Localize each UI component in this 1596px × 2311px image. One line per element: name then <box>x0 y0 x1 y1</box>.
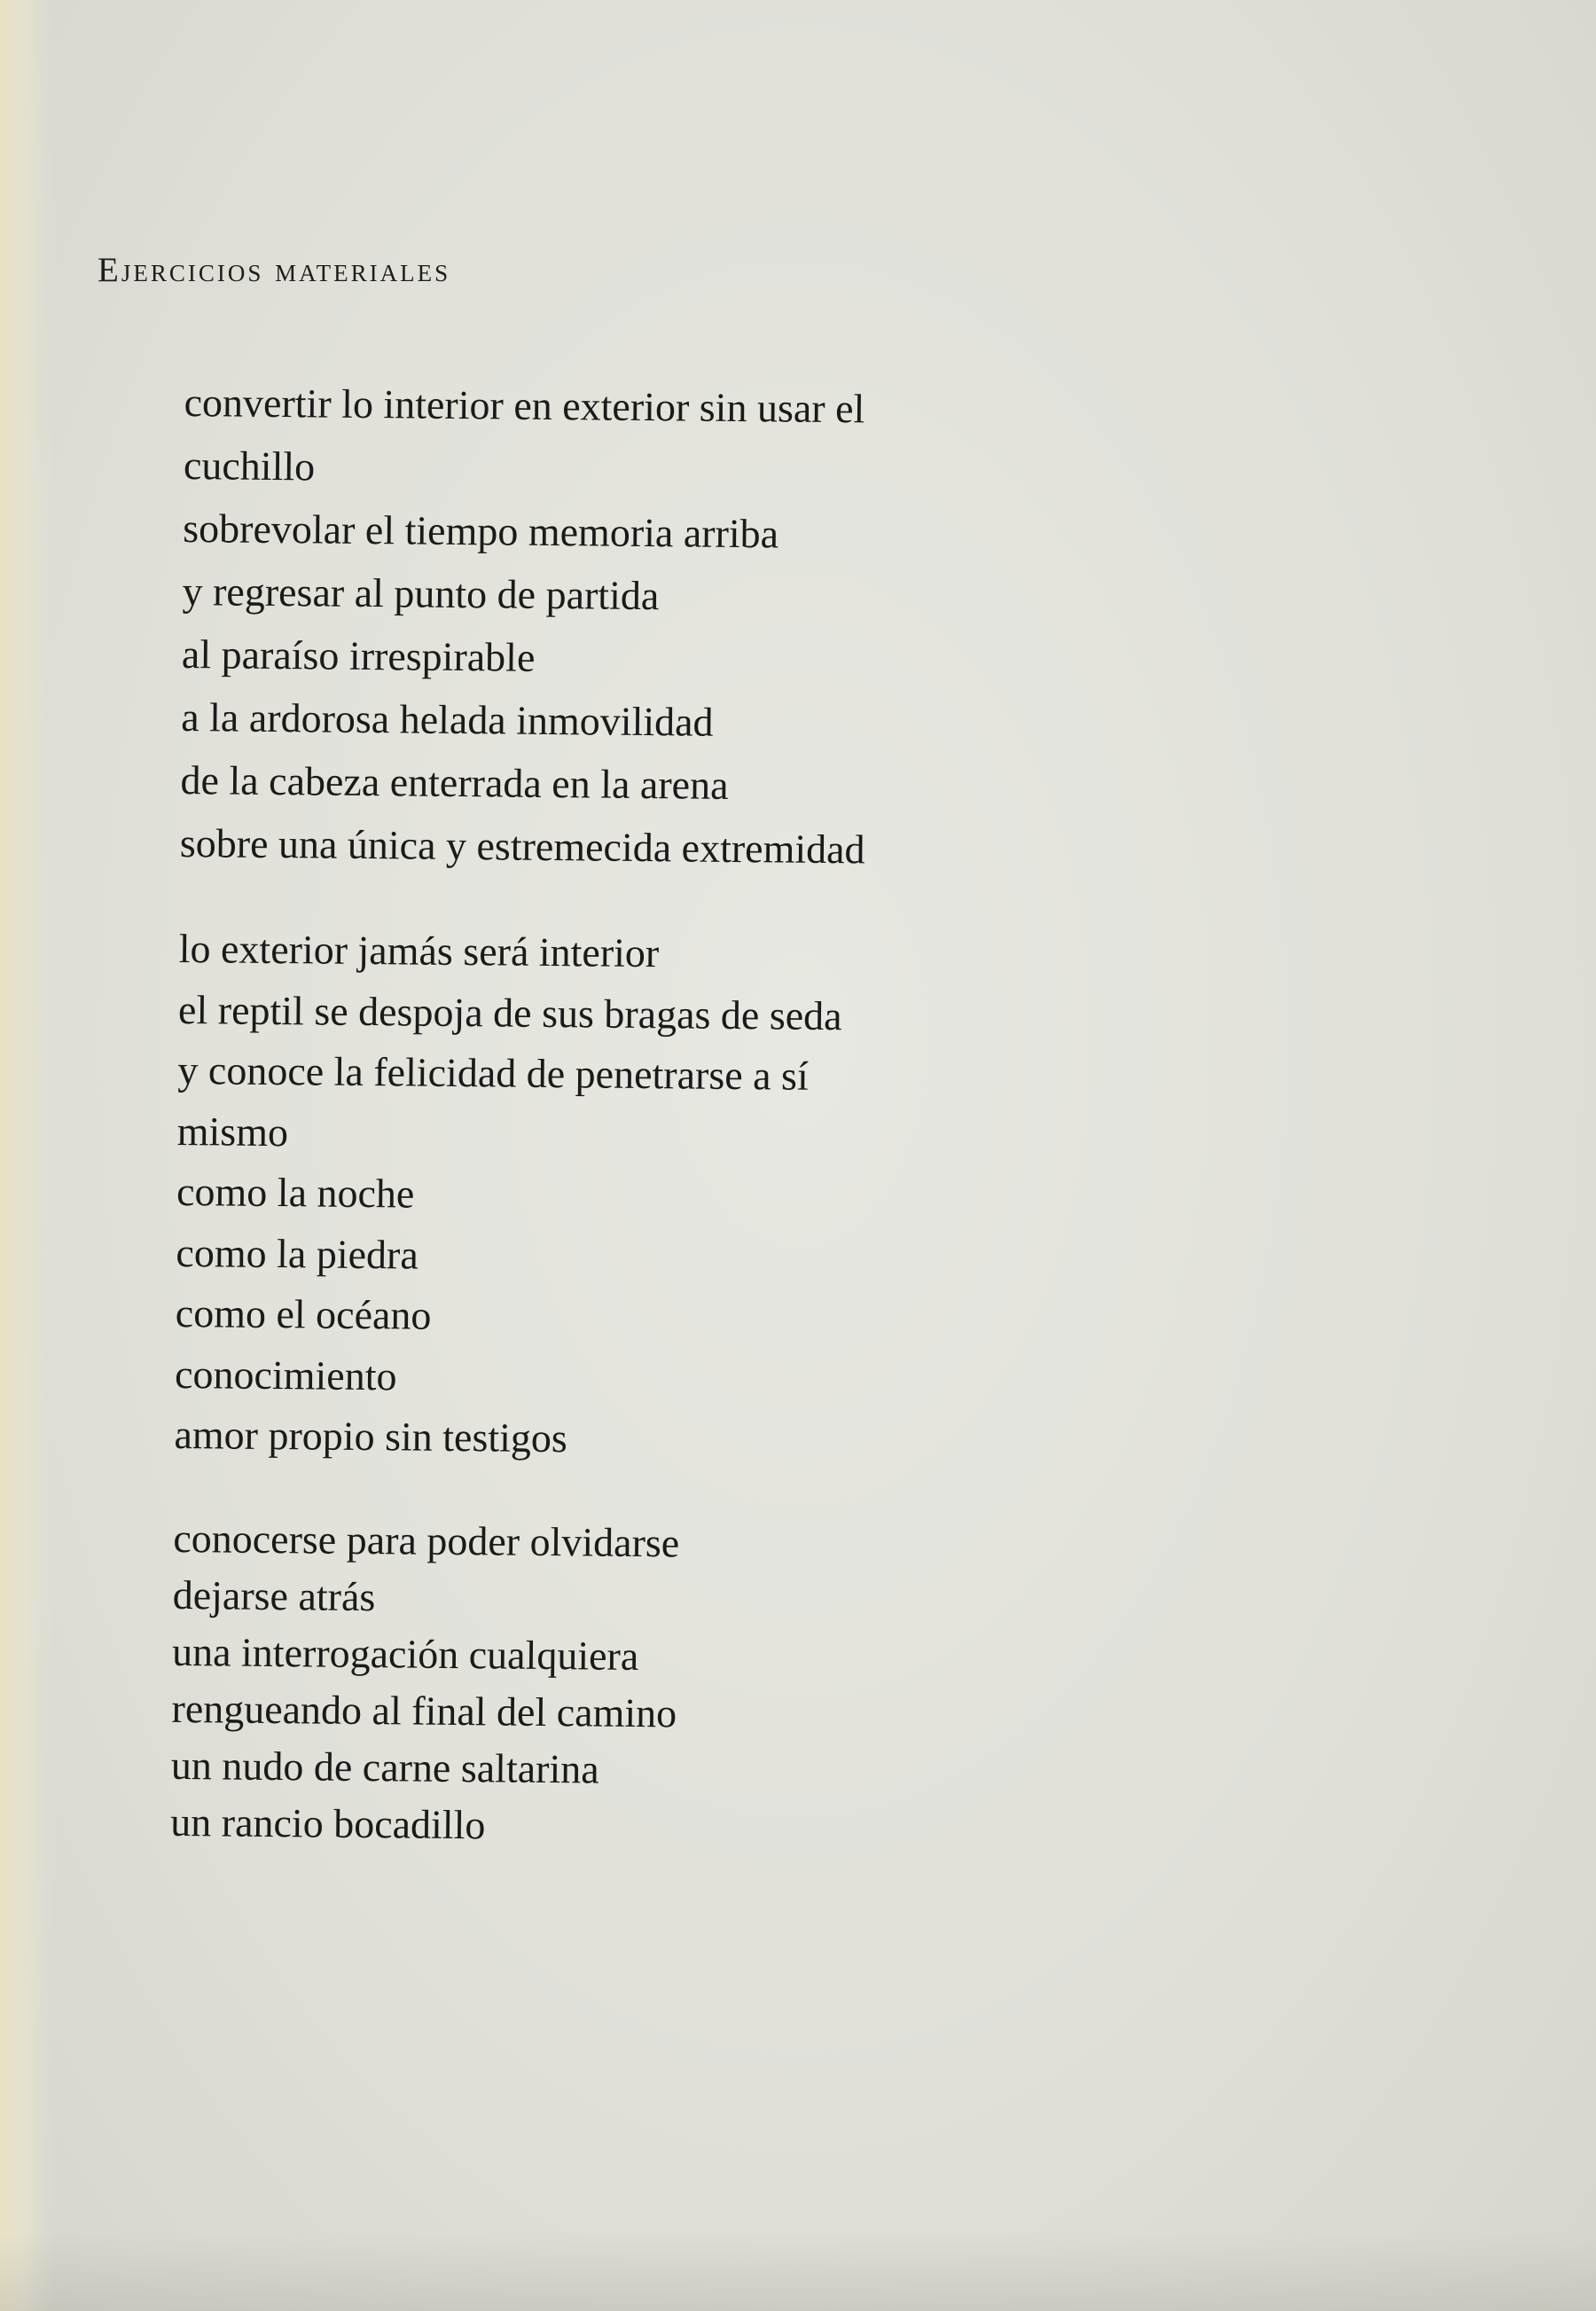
stanza <box>180 371 1071 883</box>
poem-line: convertir lo interior en exterior sin usar el <box>184 379 865 432</box>
poem-line: conocimiento <box>174 1351 397 1398</box>
poem-line: un rancio bocadillo <box>170 1798 486 1847</box>
poem-line: como la noche <box>176 1168 415 1217</box>
stanza <box>174 919 1066 1474</box>
page-gutter-edge <box>0 0 53 2311</box>
poem-line: como la piedra <box>176 1229 419 1278</box>
poem-line: cuchillo <box>183 442 316 490</box>
poem-line: conocerse para poder olvidarse <box>173 1515 680 1565</box>
poem-line: sobrevolar el tiempo memoria arriba <box>183 505 779 557</box>
poem-line: lo exterior jamás será interior <box>178 925 660 976</box>
poem-line: una interrogación cualquiera <box>171 1628 639 1679</box>
poem <box>170 371 1071 1903</box>
poem-line: amor propio sin testigos <box>174 1411 568 1461</box>
poem-line: mismo <box>176 1108 289 1155</box>
poem-line: y conoce la felicidad de penetrarse a sí <box>177 1046 810 1099</box>
poem-line: de la cabeza enterrada en la arena <box>180 756 729 808</box>
running-head: Ejercicios materiales <box>98 251 451 289</box>
poem-line: y regresar al punto de partida <box>182 568 660 619</box>
page-bottom-shadow <box>0 2231 1596 2311</box>
poem-line: un nudo de carne saltarina <box>170 1742 599 1792</box>
stanza <box>170 1509 1060 1859</box>
poem-line: rengueando al final del camino <box>171 1685 677 1735</box>
poem-line: como el océano <box>175 1289 432 1338</box>
poem-line: sobre una única y estremecida extremidad <box>179 819 865 873</box>
poem-line: al paraíso irrespirable <box>181 631 536 680</box>
poem-line: dejarse atrás <box>172 1571 376 1619</box>
poem-line: el reptil se despoja de sus bragas de seda <box>177 986 842 1038</box>
poem-line: a la ardorosa helada inmovilidad <box>181 693 714 745</box>
